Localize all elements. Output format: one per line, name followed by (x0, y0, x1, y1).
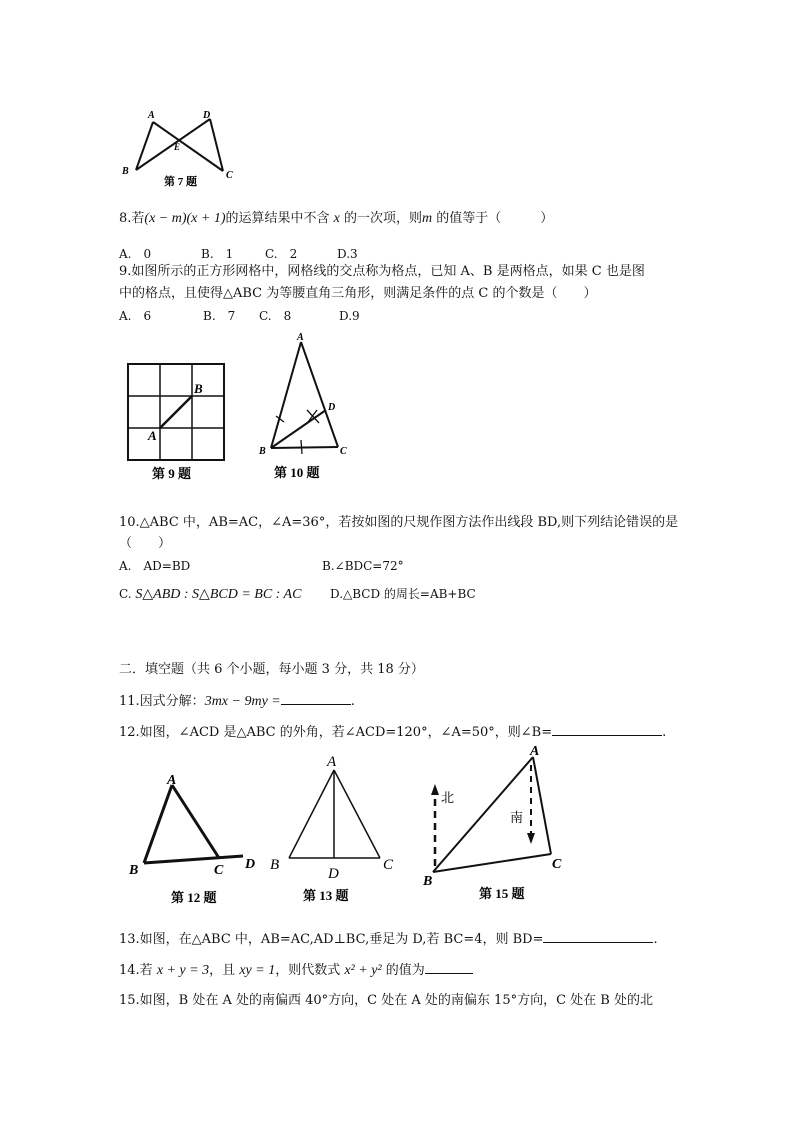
q8-options (119, 245, 358, 263)
q9-option-b: B. 7 (203, 309, 236, 323)
q9-option-c: C. 8 (259, 309, 292, 323)
q7-caption: 第 7 题 (164, 176, 197, 188)
q12-label-c: C (214, 863, 224, 878)
q10-label-b: B (259, 446, 266, 457)
q15-label-c: C (552, 857, 562, 872)
q11-stem (119, 692, 355, 711)
q10-option-a: A. AD=BD (119, 559, 191, 573)
q11-expression: 3mx − 9my = (204, 694, 281, 709)
q8-expression: (x − m)(x + 1) (144, 211, 226, 226)
q12-stem (119, 723, 666, 742)
q12-label-d: D (245, 857, 256, 872)
q13-suffix: . (653, 932, 658, 947)
q10-option-c-expr: S△ABD : S△BCD = BC : AC (135, 587, 302, 602)
q13-text: 13.如图，在△ABC 中，AB=AC,AD⊥BC,垂足为 D,若 BC=4，则 BD= (119, 932, 544, 947)
q15-figure (420, 740, 570, 904)
q8-var-x: x (333, 211, 340, 226)
q10-option-c (119, 585, 330, 604)
q12-figure (126, 770, 266, 910)
q8-option-a: A. 0 (119, 247, 152, 261)
q15-label-b: B (423, 874, 433, 889)
q7-label-a: A (148, 110, 155, 121)
q14-prefix: 14.若 (119, 963, 153, 978)
q8-suffix: 的值等于（ ） (436, 211, 554, 226)
q10-line1: 10.△ABC 中，AB=AC，∠A=36°，若按如图的尺规作图方法作出线段 BD,则下列结论错误的是 (119, 515, 679, 530)
q9-line2: 中的格点，且使得△ABC 为等腰直角三角形，则满足条件的点 C 的个数是（ ） (119, 286, 597, 301)
q10-label-a: A (297, 332, 304, 343)
q15-caption: 第 15 题 (479, 886, 525, 901)
q13-label-d: D (328, 866, 339, 882)
q13-figure (270, 752, 400, 908)
q13-label-b: B (270, 857, 280, 873)
q14-suffix: 的值为 (385, 963, 425, 978)
q9-line1: 9.如图所示的正方形网格中，网格线的交点称为格点，已知 A、B 是两格点，如果 C 也是图 (119, 264, 645, 279)
q8-option-d: D.3 (337, 247, 358, 261)
q10-figure (256, 330, 366, 484)
q14-mid: ，且 (209, 963, 236, 978)
q10-options-ab (119, 557, 404, 575)
q8-stem (119, 210, 553, 228)
q10-option-b: B.∠BDC=72° (322, 559, 404, 573)
q8-prefix: 8.若 (119, 211, 145, 226)
q14-expr3: x² + y² (344, 963, 382, 978)
q15-label-north: 北 (441, 790, 455, 805)
q12-answer-blank[interactable] (552, 723, 662, 736)
q10-caption: 第 10 题 (274, 465, 320, 480)
q11-answer-blank[interactable] (281, 692, 351, 705)
q12-text: 12.如图，∠ACD 是△ABC 的外角，若∠ACD=120°，∠A=50°，则∠B= (119, 725, 553, 740)
q8-mid2: 的一次项，则 (344, 211, 423, 226)
q9-option-d: D.9 (339, 309, 360, 323)
q9-label-b: B (194, 381, 203, 396)
q14-expr2: xy = 1 (239, 963, 276, 978)
q14-answer-blank[interactable] (425, 961, 473, 974)
q12-caption: 第 12 题 (171, 890, 217, 905)
q10-line2: （ ） (119, 536, 172, 551)
q13-stem (119, 930, 658, 949)
q10-option-c-prefix: C. (119, 587, 132, 601)
q15-stem: 15.如图，B 处在 A 处的南偏西 40°方向，C 处在 A 处的南偏东 15°方向，C 处在 B 处的北 (119, 993, 653, 1008)
q14-mid2: ，则代数式 (275, 963, 341, 978)
q8-option-c: C. 2 (265, 247, 298, 261)
q8-mid: 的运算结果中不含 (225, 211, 330, 226)
q14-expr1: x + y = 3 (156, 963, 210, 978)
q15-label-a: A (530, 744, 540, 759)
q13-label-a: A (327, 754, 337, 770)
q10-label-d: D (328, 402, 336, 413)
q12-label-a: A (167, 773, 177, 788)
section2-title: 二．填空题（共 6 个小题，每小题 3 分，共 18 分） (119, 662, 424, 677)
q14-stem (119, 961, 473, 980)
q7-label-e: E (174, 142, 181, 152)
q9-label-a: A (148, 428, 157, 443)
q10-option-d: D.△BCD 的周长=AB+BC (330, 587, 476, 601)
q10-options-cd (119, 585, 476, 604)
q15-label-south: 南 (510, 810, 524, 825)
q9-option-a: A. 6 (119, 309, 152, 323)
q7-label-d: D (203, 110, 211, 121)
q8-var-m: m (422, 211, 433, 226)
q9-figure (125, 360, 229, 484)
q13-label-c: C (383, 857, 394, 873)
q13-answer-blank[interactable] (543, 930, 653, 943)
q7-figure (118, 106, 248, 188)
q8-option-b: B. 1 (201, 247, 234, 261)
q13-caption: 第 13 题 (303, 888, 349, 903)
q11-prefix: 11.因式分解： (119, 694, 205, 709)
q7-label-c: C (226, 170, 233, 181)
q9-options (119, 307, 360, 325)
q7-label-b: B (122, 166, 129, 177)
q11-suffix: . (350, 694, 355, 709)
q9-caption: 第 9 题 (152, 466, 192, 481)
q12-label-b: B (129, 863, 139, 878)
q10-label-c: C (340, 446, 347, 457)
q12-suffix: . (662, 725, 667, 740)
